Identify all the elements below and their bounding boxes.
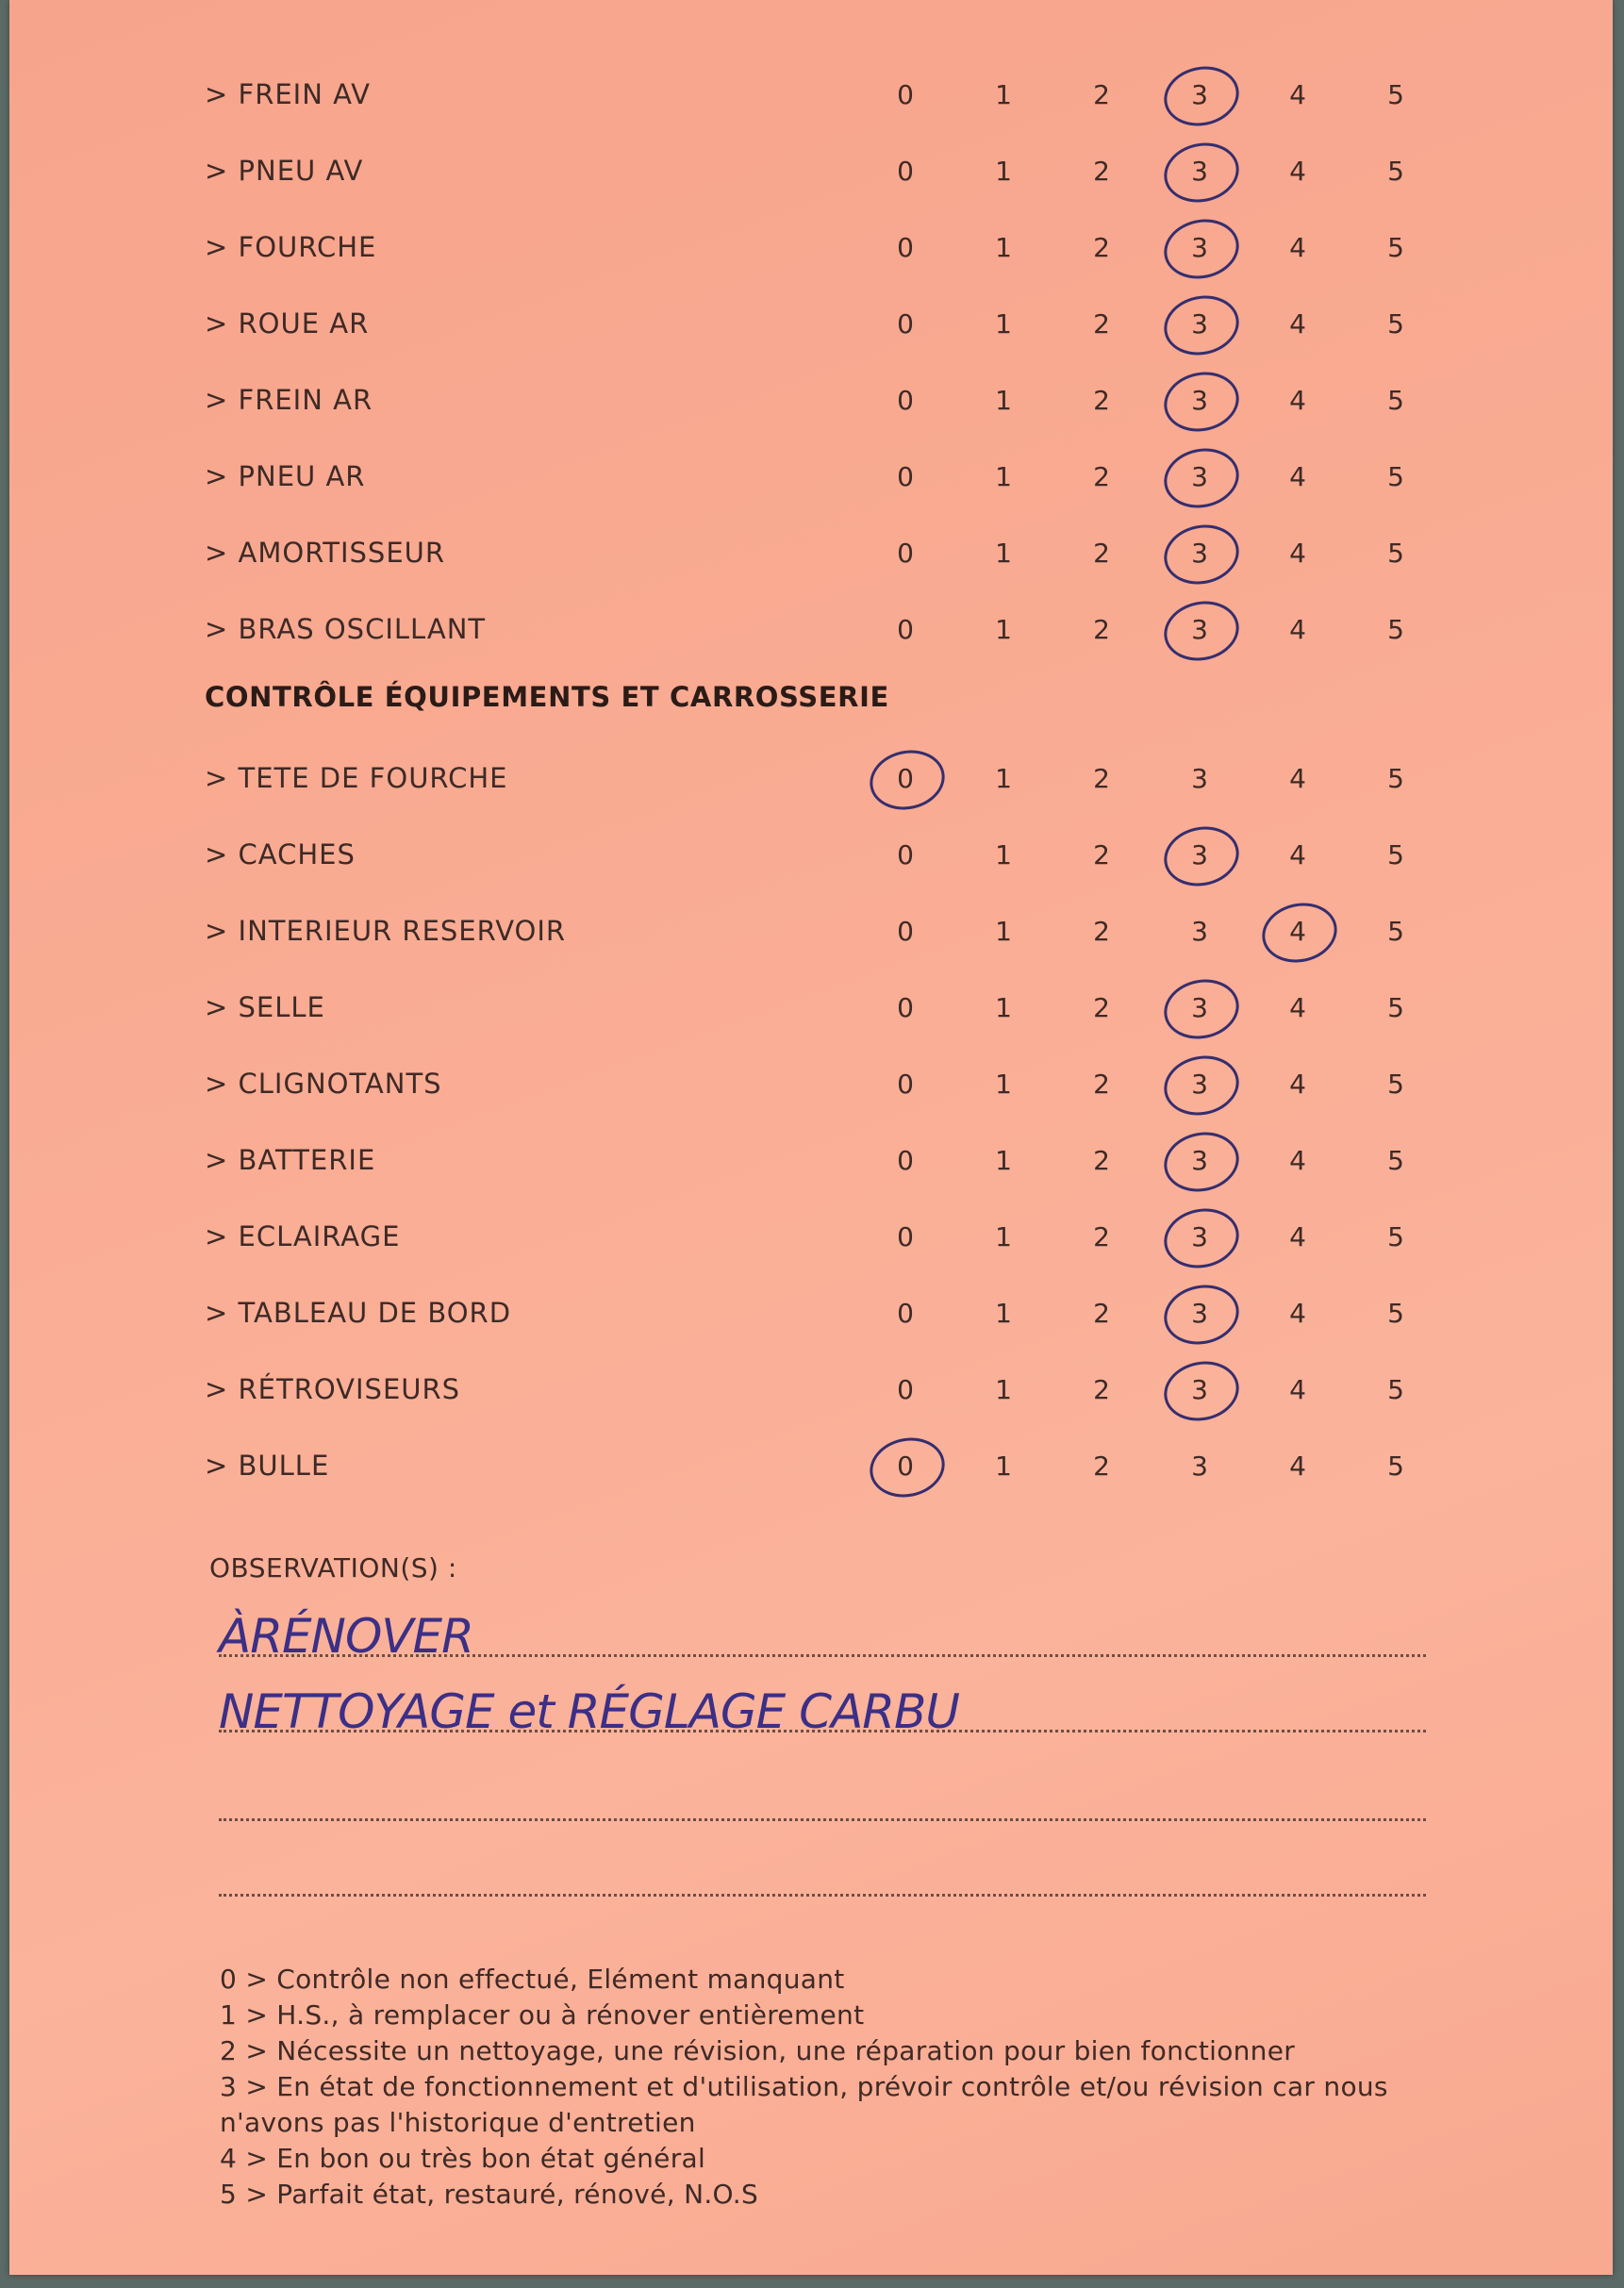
rating-row xyxy=(9,524,1613,581)
score-option-5[interactable]: 5 xyxy=(1387,991,1404,1023)
score-option-0[interactable]: 0 xyxy=(897,1220,914,1252)
rating-row xyxy=(9,826,1613,883)
score-option-5[interactable]: 5 xyxy=(1387,1144,1404,1176)
score-option-4[interactable]: 4 xyxy=(1289,838,1306,870)
score-option-0[interactable]: 0 xyxy=(897,613,914,645)
score-option-5[interactable]: 5 xyxy=(1387,231,1404,263)
rating-row xyxy=(9,601,1613,657)
rating-row xyxy=(9,219,1613,275)
score-option-3[interactable]: 3 xyxy=(1171,300,1228,347)
score-option-0[interactable]: 0 xyxy=(897,838,914,870)
rating-row xyxy=(9,750,1613,806)
score-option-0[interactable]: 0 xyxy=(897,155,914,187)
score-option-1[interactable]: 1 xyxy=(995,307,1012,340)
score-option-2[interactable]: 2 xyxy=(1093,762,1110,794)
score-option-2[interactable]: 2 xyxy=(1093,915,1110,947)
rating-row-label: > INTERIEUR RESERVOIR xyxy=(205,915,567,947)
score-option-0[interactable]: 0 xyxy=(897,384,914,416)
score-option-4[interactable]: 4 xyxy=(1269,907,1326,954)
score-option-0[interactable]: 0 xyxy=(897,1068,914,1100)
legend-item: 1 > H.S., à remplacer ou à rénover entièrement xyxy=(220,1999,865,2031)
score-option-1[interactable]: 1 xyxy=(995,762,1012,794)
score-option-0[interactable]: 0 xyxy=(877,754,934,802)
score-option-2[interactable]: 2 xyxy=(1093,613,1110,645)
score-option-5[interactable]: 5 xyxy=(1387,78,1404,110)
rating-row-label: > FOURCHE xyxy=(205,231,377,263)
score-option-1[interactable]: 1 xyxy=(995,838,1012,870)
score-option-5[interactable]: 5 xyxy=(1387,307,1404,340)
score-option-0[interactable]: 0 xyxy=(897,1144,914,1176)
score-option-4[interactable]: 4 xyxy=(1289,1297,1306,1329)
rating-row xyxy=(9,1132,1613,1188)
rating-row-label: > BULLE xyxy=(205,1450,330,1482)
score-option-4[interactable]: 4 xyxy=(1289,384,1306,416)
observation-line-4[interactable] xyxy=(219,1858,1426,1897)
score-option-3[interactable]: 3 xyxy=(1191,1450,1208,1482)
score-option-2[interactable]: 2 xyxy=(1093,1297,1110,1329)
score-option-3[interactable]: 3 xyxy=(1171,376,1228,423)
score-option-1[interactable]: 1 xyxy=(995,1297,1012,1329)
rating-row xyxy=(9,1055,1613,1112)
score-option-1[interactable]: 1 xyxy=(995,1220,1012,1252)
rating-row xyxy=(9,372,1613,428)
legend-item: n'avons pas l'historique d'entretien xyxy=(220,2107,696,2138)
score-option-1[interactable]: 1 xyxy=(995,78,1012,110)
score-option-0[interactable]: 0 xyxy=(897,537,914,569)
score-option-4[interactable]: 4 xyxy=(1289,991,1306,1023)
score-option-2[interactable]: 2 xyxy=(1093,460,1110,492)
rating-row xyxy=(9,1285,1613,1341)
score-option-1[interactable]: 1 xyxy=(995,537,1012,569)
score-option-3[interactable]: 3 xyxy=(1171,1213,1228,1260)
score-option-2[interactable]: 2 xyxy=(1093,307,1110,340)
score-option-3[interactable]: 3 xyxy=(1171,831,1228,878)
rating-row-label: > BATTERIE xyxy=(205,1144,376,1176)
rating-row xyxy=(9,142,1613,199)
rating-row-label: > PNEU AV xyxy=(205,155,364,187)
observation-line-2[interactable]: NETTOYAGE et RÉGLAGE CARBU xyxy=(219,1694,1426,1733)
rating-row xyxy=(9,295,1613,352)
score-option-3[interactable]: 3 xyxy=(1171,605,1228,653)
score-option-2[interactable]: 2 xyxy=(1093,78,1110,110)
observation-line-3[interactable] xyxy=(219,1782,1426,1821)
score-option-1[interactable]: 1 xyxy=(995,991,1012,1023)
score-option-1[interactable]: 1 xyxy=(995,460,1012,492)
score-option-5[interactable]: 5 xyxy=(1387,1373,1404,1405)
rating-row-label: > ECLAIRAGE xyxy=(205,1220,401,1252)
score-option-4[interactable]: 4 xyxy=(1289,1450,1306,1482)
score-option-0[interactable]: 0 xyxy=(897,231,914,263)
score-option-3[interactable]: 3 xyxy=(1191,915,1208,947)
score-option-5[interactable]: 5 xyxy=(1387,460,1404,492)
legend-item: 5 > Parfait état, restauré, rénové, N.O.S xyxy=(220,2179,759,2210)
score-option-4[interactable]: 4 xyxy=(1289,1144,1306,1176)
score-option-4[interactable]: 4 xyxy=(1289,78,1306,110)
score-option-1[interactable]: 1 xyxy=(995,155,1012,187)
observations-label: OBSERVATION(S) : xyxy=(209,1552,457,1583)
score-option-0[interactable]: 0 xyxy=(897,991,914,1023)
score-option-4[interactable]: 4 xyxy=(1289,613,1306,645)
score-option-2[interactable]: 2 xyxy=(1093,1220,1110,1252)
score-option-4[interactable]: 4 xyxy=(1289,537,1306,569)
score-option-1[interactable]: 1 xyxy=(995,1450,1012,1482)
observation-line-1[interactable]: ÀRÉNOVER xyxy=(219,1618,1426,1657)
score-option-3[interactable]: 3 xyxy=(1171,453,1228,500)
score-option-2[interactable]: 2 xyxy=(1093,155,1110,187)
score-option-1[interactable]: 1 xyxy=(995,613,1012,645)
score-option-0[interactable]: 0 xyxy=(877,1442,934,1489)
rating-row-label: > FREIN AV xyxy=(205,78,371,110)
rating-row-label: > AMORTISSEUR xyxy=(205,537,446,569)
score-option-5[interactable]: 5 xyxy=(1387,613,1404,645)
score-option-1[interactable]: 1 xyxy=(995,231,1012,263)
score-option-5[interactable]: 5 xyxy=(1387,838,1404,870)
score-option-0[interactable]: 0 xyxy=(897,915,914,947)
rating-row xyxy=(9,1208,1613,1265)
score-option-3[interactable]: 3 xyxy=(1171,529,1228,576)
legend-item: 4 > En bon ou très bon état général xyxy=(220,2143,706,2174)
score-option-3[interactable]: 3 xyxy=(1171,984,1228,1031)
score-option-3[interactable]: 3 xyxy=(1171,224,1228,271)
inspection-sheet xyxy=(9,0,1613,2275)
rating-row-label: > RÉTROVISEURS xyxy=(205,1373,461,1405)
rating-row-label: > CACHES xyxy=(205,838,356,870)
score-option-3[interactable]: 3 xyxy=(1171,1289,1228,1336)
rating-row xyxy=(9,1361,1613,1418)
rating-row-label: > ROUE AR xyxy=(205,307,370,340)
score-option-2[interactable]: 2 xyxy=(1093,1068,1110,1100)
score-option-2[interactable]: 2 xyxy=(1093,1373,1110,1405)
score-option-2[interactable]: 2 xyxy=(1093,838,1110,870)
score-option-2[interactable]: 2 xyxy=(1093,384,1110,416)
legend-item: 2 > Nécessite un nettoyage, une révision, une réparation pour bien fonctionner xyxy=(220,2035,1296,2066)
rating-row xyxy=(9,448,1613,505)
score-option-3[interactable]: 3 xyxy=(1171,147,1228,194)
score-option-2[interactable]: 2 xyxy=(1093,991,1110,1023)
rating-row xyxy=(9,1437,1613,1494)
score-option-5[interactable]: 5 xyxy=(1387,1220,1404,1252)
score-option-1[interactable]: 1 xyxy=(995,384,1012,416)
score-option-4[interactable]: 4 xyxy=(1289,1373,1306,1405)
score-option-1[interactable]: 1 xyxy=(995,915,1012,947)
score-option-4[interactable]: 4 xyxy=(1289,762,1306,794)
rating-row-label: > BRAS OSCILLANT xyxy=(205,613,487,645)
score-option-5[interactable]: 5 xyxy=(1387,155,1404,187)
score-option-0[interactable]: 0 xyxy=(897,1297,914,1329)
score-option-1[interactable]: 1 xyxy=(995,1068,1012,1100)
rating-row-label: > PNEU AR xyxy=(205,460,366,492)
score-option-5[interactable]: 5 xyxy=(1387,1450,1404,1482)
rating-row-label: > SELLE xyxy=(205,991,325,1023)
score-option-5[interactable]: 5 xyxy=(1387,762,1404,794)
rating-row-label: > FREIN AR xyxy=(205,384,373,416)
score-option-0[interactable]: 0 xyxy=(897,1373,914,1405)
score-option-0[interactable]: 0 xyxy=(897,460,914,492)
score-option-4[interactable]: 4 xyxy=(1289,231,1306,263)
rating-row-label: > TABLEAU DE BORD xyxy=(205,1297,512,1329)
score-option-3[interactable]: 3 xyxy=(1171,1366,1228,1413)
score-option-3[interactable]: 3 xyxy=(1171,1136,1228,1184)
score-option-0[interactable]: 0 xyxy=(897,307,914,340)
score-option-4[interactable]: 4 xyxy=(1289,1068,1306,1100)
score-option-2[interactable]: 2 xyxy=(1093,1450,1110,1482)
score-option-5[interactable]: 5 xyxy=(1387,1297,1404,1329)
rating-row xyxy=(9,66,1613,123)
legend-item: 0 > Contrôle non effectué, Elément manquant xyxy=(220,1964,845,1995)
score-option-5[interactable]: 5 xyxy=(1387,384,1404,416)
legend xyxy=(220,1962,1446,2213)
score-option-2[interactable]: 2 xyxy=(1093,231,1110,263)
score-option-0[interactable]: 0 xyxy=(897,78,914,110)
score-option-3[interactable]: 3 xyxy=(1191,762,1208,794)
score-option-2[interactable]: 2 xyxy=(1093,1144,1110,1176)
score-option-4[interactable]: 4 xyxy=(1289,155,1306,187)
rating-row xyxy=(9,979,1613,1036)
score-option-5[interactable]: 5 xyxy=(1387,915,1404,947)
score-option-5[interactable]: 5 xyxy=(1387,537,1404,569)
section-title: CONTRÔLE ÉQUIPEMENTS ET CARROSSERIE xyxy=(205,681,889,713)
score-option-4[interactable]: 4 xyxy=(1289,460,1306,492)
rating-row xyxy=(9,903,1613,959)
score-option-4[interactable]: 4 xyxy=(1289,1220,1306,1252)
score-option-5[interactable]: 5 xyxy=(1387,1068,1404,1100)
score-option-2[interactable]: 2 xyxy=(1093,537,1110,569)
rating-row-label: > CLIGNOTANTS xyxy=(205,1068,442,1100)
legend-item: 3 > En état de fonctionnement et d'utilisation, prévoir contrôle et/ou révision car nous xyxy=(220,2071,1388,2102)
score-option-1[interactable]: 1 xyxy=(995,1144,1012,1176)
rating-row-label: > TETE DE FOURCHE xyxy=(205,762,508,794)
score-option-3[interactable]: 3 xyxy=(1171,71,1228,118)
score-option-4[interactable]: 4 xyxy=(1289,307,1306,340)
score-option-3[interactable]: 3 xyxy=(1171,1060,1228,1107)
score-option-1[interactable]: 1 xyxy=(995,1373,1012,1405)
